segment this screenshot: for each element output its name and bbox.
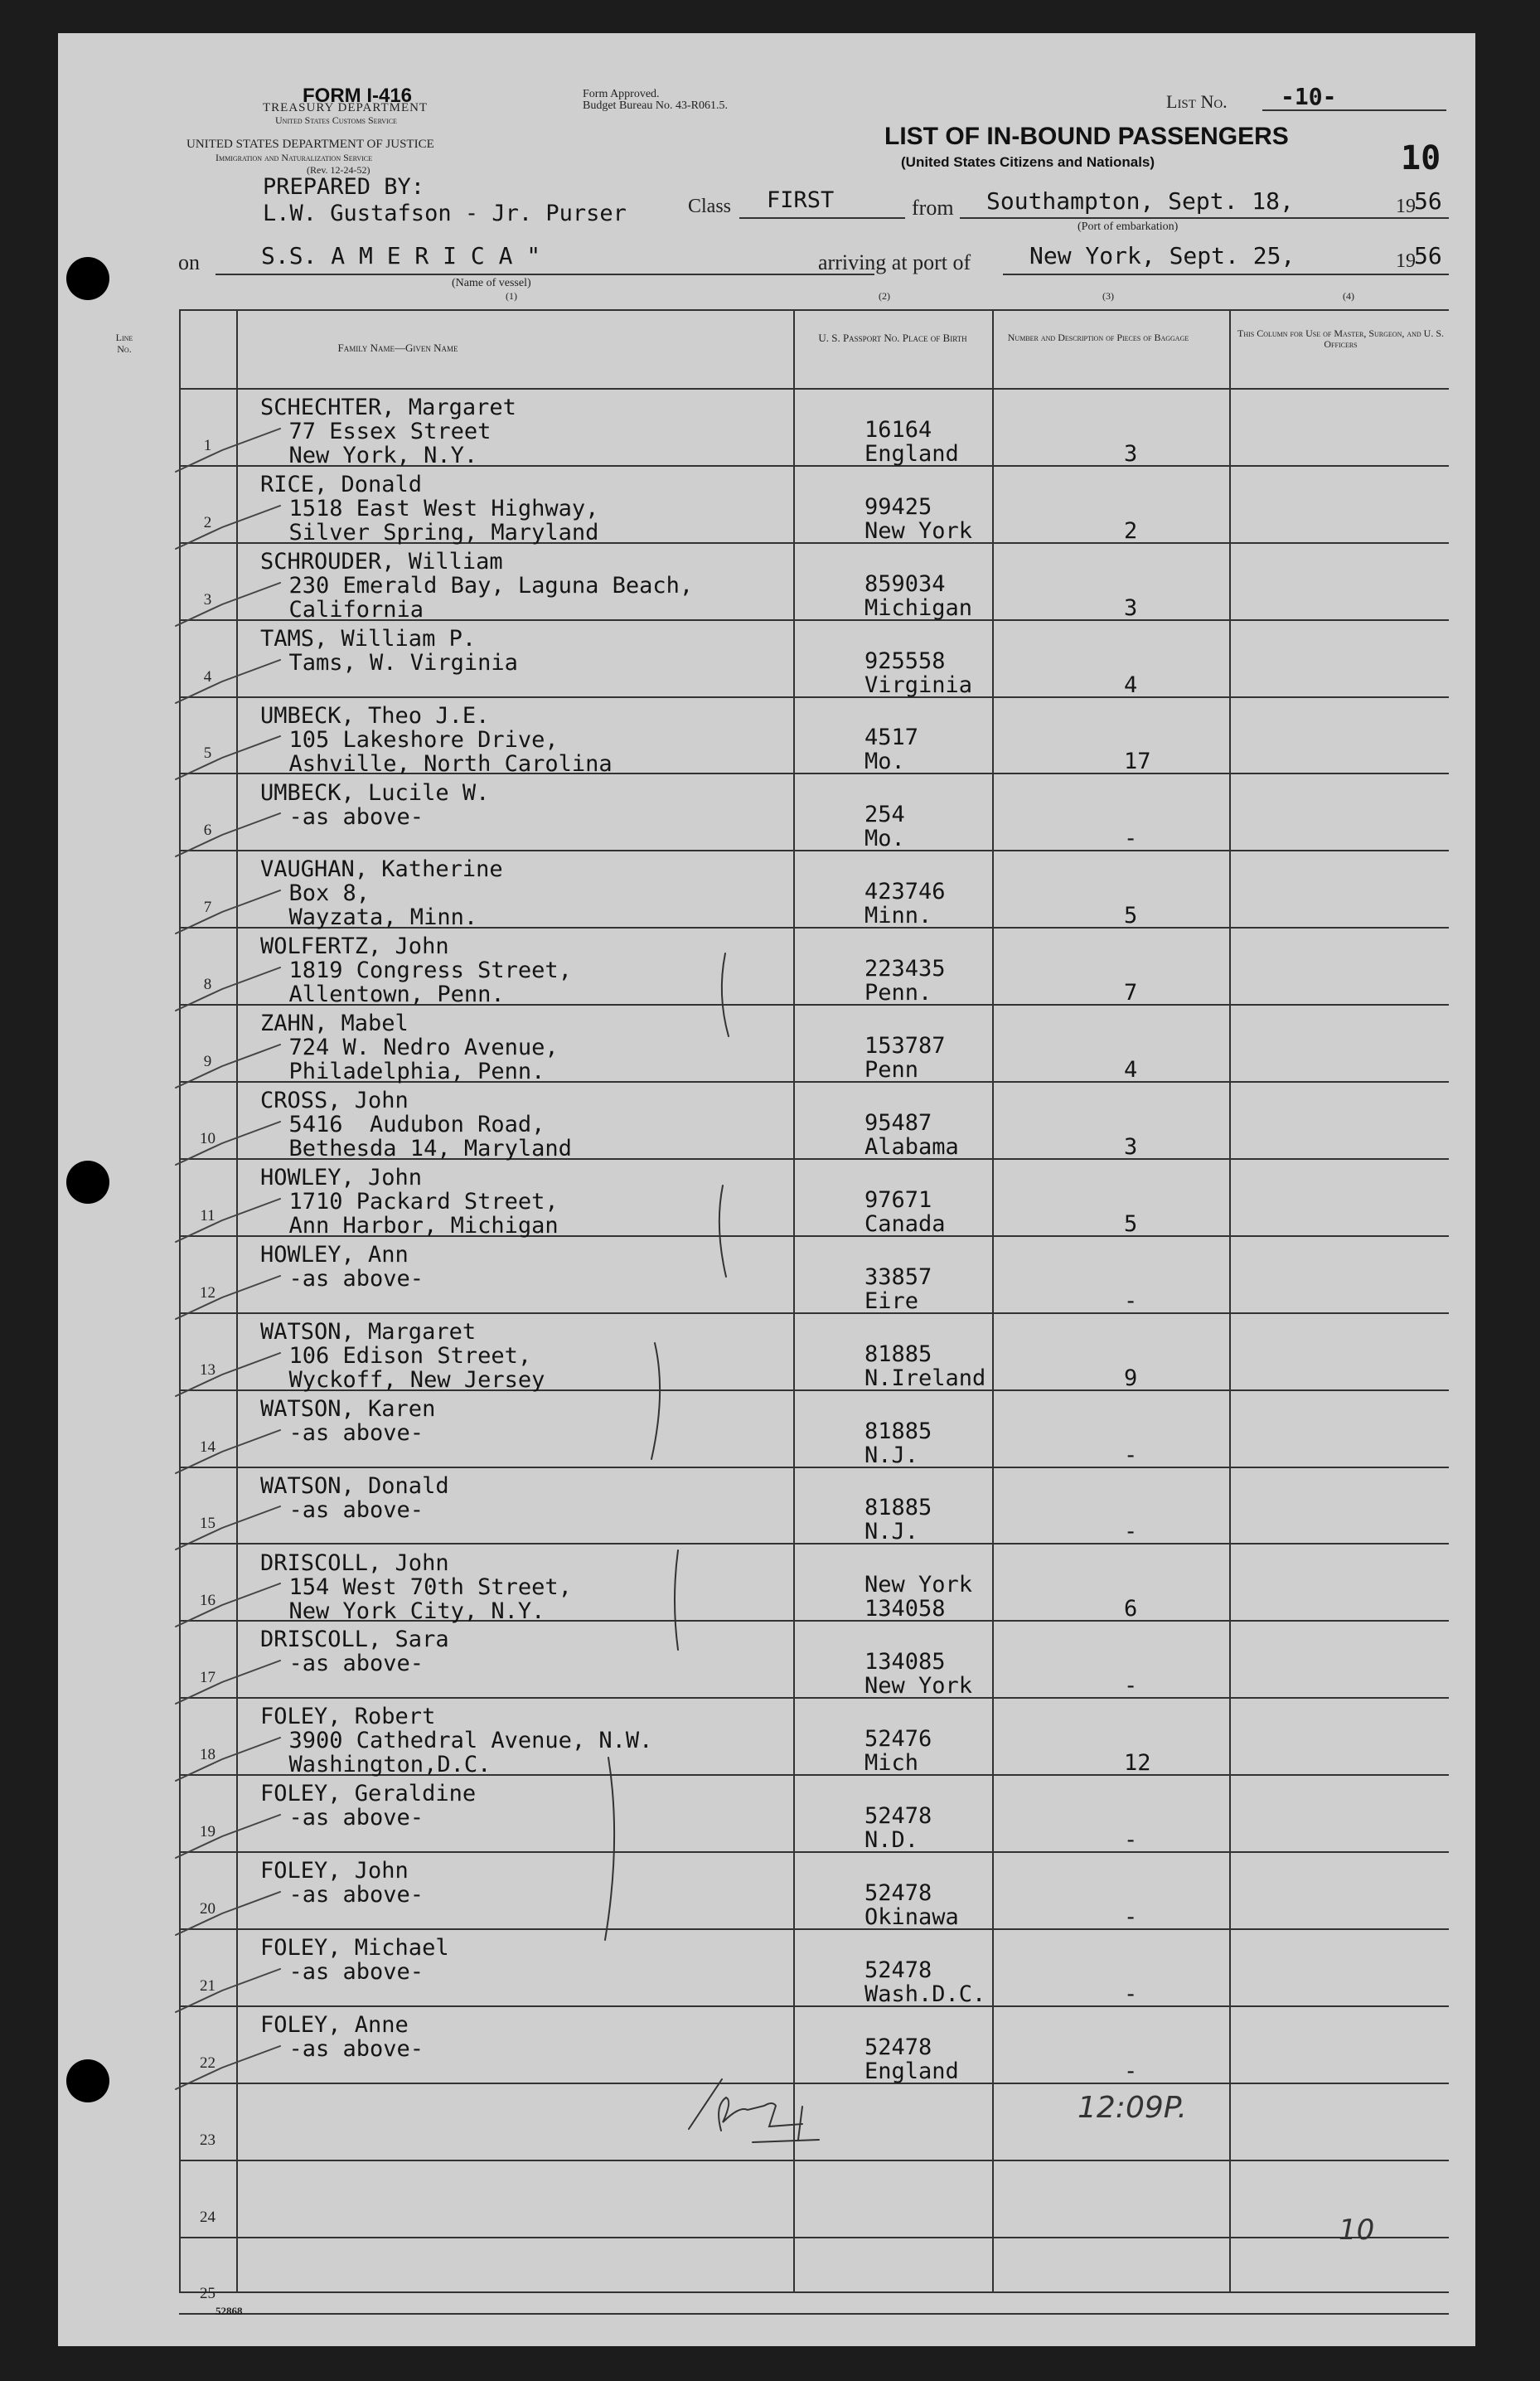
passenger-name-line: -as above- [262, 1265, 424, 1292]
passenger-name-line: WATSON, Karen [260, 1395, 436, 1422]
line-number: 4 [203, 667, 212, 686]
line-number: 19 [200, 1823, 216, 1841]
baggage-count: 3 [1124, 1133, 1138, 1160]
list-no-label: List No. [1166, 91, 1228, 112]
baggage-count: - [1124, 1827, 1138, 1854]
baggage-count: 2 [1124, 517, 1138, 544]
baggage-count: 3 [1124, 594, 1138, 621]
passenger-name-line: 1819 Congress Street, [262, 958, 572, 984]
line-number: 16 [200, 1592, 216, 1610]
passenger-list-page [58, 33, 1475, 2346]
place-of-birth: England [864, 440, 959, 467]
embarkation-note: (Port of embarkation) [1078, 221, 1179, 233]
prepared-by-value: L.W. Gustafson - Jr. Purser [263, 201, 627, 226]
line-number: 5 [203, 744, 212, 763]
line-number: 9 [203, 1053, 212, 1071]
baggage-count: 9 [1124, 1365, 1138, 1391]
passport-number: 52478 [864, 1957, 932, 1983]
arriving-label: arriving at port of [818, 250, 971, 274]
col-header-name: Family Name—Given Name [337, 342, 458, 354]
prepared-by-label: PREPARED BY: [263, 174, 425, 200]
passenger-name-line: RICE, Donald [260, 471, 423, 497]
treasury-dept: TREASURY DEPARTMENT [263, 101, 429, 114]
page-number: 10 [1401, 139, 1441, 177]
list-no-value: -10- [1281, 83, 1337, 110]
passport-number: 16164 [864, 416, 932, 443]
line-number: 2 [203, 513, 212, 531]
baggage-count: - [1124, 2058, 1138, 2084]
passenger-name-line: California [262, 596, 424, 623]
place-of-birth: Minn. [864, 903, 932, 929]
baggage-count: - [1124, 1981, 1138, 2007]
place-of-birth: England [864, 2058, 959, 2084]
passenger-name-line: FOLEY, John [260, 1858, 409, 1884]
bracket-mark-4 [675, 1550, 678, 1650]
binder-hole-bottom [66, 2059, 109, 2102]
passenger-name-line: -as above- [262, 1651, 424, 1677]
passport-number: 52478 [864, 1879, 932, 1906]
passenger-name-line: Ashville, North Carolina [262, 750, 613, 777]
from-year-value: 56 [1414, 187, 1442, 215]
col-num-4: (4) [1343, 290, 1354, 302]
passenger-name-line: New York, N.Y. [262, 443, 478, 468]
place-of-birth: Mich [864, 1750, 919, 1777]
page-mark-annotation: 10 [1339, 2214, 1375, 2247]
arriving-year-value: 56 [1414, 242, 1442, 269]
passenger-name-line: UMBECK, Lucile W. [260, 779, 490, 806]
place-of-birth: Virginia [864, 672, 973, 698]
passport-number: 99425 [864, 493, 932, 520]
passport-number: 223435 [864, 956, 946, 982]
passenger-name-line: DRISCOLL, Sara [260, 1627, 449, 1653]
passport-number: 254 [864, 802, 905, 828]
place-of-birth: 134058 [864, 1596, 946, 1622]
passenger-name-line: Philadelphia, Penn. [262, 1059, 545, 1085]
immigration-service: Immigration and Naturalization Service [216, 152, 373, 163]
line-number: 13 [200, 1360, 216, 1379]
line-number: 23 [200, 2131, 216, 2149]
place-of-birth: Mo. [864, 749, 905, 775]
place-of-birth: N.J. [864, 1442, 919, 1468]
passport-number: 81885 [864, 1341, 932, 1367]
print-number: 52868 [216, 2305, 243, 2317]
class-label: Class [688, 196, 732, 217]
place-of-birth: Alabama [864, 1133, 959, 1160]
bracket-mark-1 [722, 953, 729, 1036]
line-number: 7 [203, 899, 212, 917]
passport-number: 423746 [864, 879, 946, 905]
passenger-name-line: SCHROUDER, William [260, 548, 503, 575]
time-annotation: 12:09P. [1078, 2091, 1187, 2125]
passenger-name-line: Wayzata, Minn. [262, 904, 478, 931]
line-number: 12 [200, 1283, 216, 1302]
passenger-name-line: HOWLEY, Ann [260, 1241, 409, 1268]
passenger-name-line: Wyckoff, New Jersey [262, 1366, 545, 1393]
passenger-name-line: -as above- [262, 1882, 424, 1908]
line-number: 14 [200, 1438, 216, 1456]
baggage-count: - [1124, 1903, 1138, 1930]
col-num-3: (3) [1102, 290, 1114, 302]
baggage-count: - [1124, 1519, 1138, 1545]
passport-number: 134085 [864, 1649, 946, 1675]
col-num-2: (2) [879, 290, 890, 302]
col-num-1: (1) [506, 290, 517, 302]
place-of-birth: Penn. [864, 980, 932, 1006]
passenger-name-line: Washington,D.C. [262, 1752, 492, 1778]
passenger-name-line: VAUGHAN, Katherine [260, 856, 503, 883]
place-of-birth: N.D. [864, 1827, 919, 1854]
passenger-name-line: DRISCOLL, John [260, 1549, 449, 1576]
line-number: 20 [200, 1899, 216, 1918]
baggage-count: 7 [1124, 980, 1138, 1006]
revision-date: (Rev. 12-24-52) [307, 164, 370, 176]
line-number: 10 [200, 1129, 216, 1147]
line-number: 11 [200, 1206, 216, 1224]
passenger-name-line: 105 Lakeshore Drive, [262, 726, 559, 753]
list-subtitle: (United States Citizens and Nationals) [901, 154, 1155, 170]
place-of-birth: N.Ireland [864, 1365, 986, 1391]
line-number: 18 [200, 1746, 216, 1764]
line-number: 15 [200, 1515, 216, 1533]
passenger-name-line: -as above- [262, 803, 424, 830]
passenger-name-line: New York City, N.Y. [262, 1598, 545, 1624]
passenger-name-line: 230 Emerald Bay, Laguna Beach, [262, 572, 694, 599]
col-header-officer: This Column for Use of Master, Surgeon, and U. S. Officers [1237, 327, 1445, 350]
budget-bureau: Budget Bureau No. 43-R061.5. [583, 99, 728, 112]
baggage-count: 17 [1124, 749, 1151, 775]
baggage-count: 5 [1124, 1210, 1138, 1237]
baggage-count: - [1124, 1442, 1138, 1468]
passenger-name-line: 1518 East West Highway, [262, 495, 599, 521]
passenger-name-line: Allentown, Penn. [262, 982, 505, 1008]
place-of-birth: Okinawa [864, 1903, 959, 1930]
passenger-name-line: -as above- [262, 1959, 424, 1985]
passenger-name-line: -as above- [262, 1805, 424, 1831]
line-number: 22 [200, 2054, 216, 2072]
passenger-name-line: Tams, W. Virginia [262, 649, 518, 676]
passenger-name-line: WOLFERTZ, John [260, 933, 449, 960]
customs-service: United States Customs Service [275, 114, 397, 126]
line-number: 25 [200, 2285, 216, 2303]
passenger-name-line: SCHECHTER, Margaret [260, 395, 516, 420]
baggage-count: 3 [1124, 440, 1138, 467]
col-header-baggage: Number and Description of Pieces of Baggage [1007, 332, 1189, 343]
col-header-line: Line No. [115, 332, 133, 355]
line-number: 1 [203, 436, 212, 454]
officer-signature [719, 2097, 819, 2142]
baggage-count: - [1124, 1287, 1138, 1314]
passenger-name-line: 154 West 70th Street, [262, 1574, 572, 1600]
list-title: LIST OF IN-BOUND PASSENGERS [884, 123, 1289, 150]
line-number: 8 [203, 976, 212, 994]
place-of-birth: New York [864, 517, 973, 544]
passport-number: 859034 [864, 570, 946, 597]
arriving-value: New York, Sept. 25, [1029, 242, 1295, 269]
passport-number: 97671 [864, 1186, 932, 1213]
passenger-name-line: 5416 Audubon Road, [262, 1112, 545, 1138]
passport-number: 95487 [864, 1109, 932, 1136]
arriving-year-prefix: 19 [1396, 250, 1416, 272]
vessel-note: (Name of vessel) [452, 277, 531, 289]
passenger-name-line: HOWLEY, John [260, 1165, 423, 1190]
baggage-count: 4 [1124, 1057, 1138, 1084]
passenger-name-line: Silver Spring, Maryland [262, 519, 599, 546]
passenger-name-line: FOLEY, Robert [260, 1704, 436, 1730]
col-header-passport: U. S. Passport No. Place of Birth [818, 332, 967, 344]
passport-number: 925558 [864, 647, 946, 674]
handwriting-marks [58, 33, 1475, 2346]
passenger-name-line: Box 8, [262, 880, 370, 907]
justice-dept: UNITED STATES DEPARTMENT OF JUSTICE [186, 138, 434, 151]
line-number: 24 [200, 2208, 216, 2226]
baggage-count: 12 [1124, 1750, 1151, 1777]
passenger-name-line: TAMS, William P. [260, 625, 477, 652]
baggage-count: - [1124, 826, 1138, 852]
class-value: FIRST [767, 187, 835, 213]
passport-number: New York [864, 1572, 973, 1598]
binder-hole-top [66, 257, 109, 300]
baggage-count: 6 [1124, 1596, 1138, 1622]
passenger-name-line: 1710 Packard Street, [262, 1189, 559, 1215]
passenger-name-line: 3900 Cathedral Avenue, N.W. [262, 1728, 653, 1754]
passenger-name-line: FOLEY, Michael [260, 1935, 449, 1961]
place-of-birth: Michigan [864, 594, 973, 621]
place-of-birth: Eire [864, 1287, 919, 1314]
passport-number: 52478 [864, 1803, 932, 1830]
passport-number: 4517 [864, 725, 919, 751]
vessel-name: S.S. A M E R I C A " [261, 242, 541, 269]
form-approved: Form Approved. [583, 88, 660, 100]
bracket-mark-5 [605, 1758, 614, 1940]
line-number: 6 [203, 822, 212, 840]
passenger-name-line: ZAHN, Mabel [260, 1011, 409, 1037]
form-number: FORM I-416 [303, 85, 413, 107]
line-number: 17 [200, 1669, 216, 1687]
place-of-birth: N.J. [864, 1519, 919, 1545]
passenger-name-line: UMBECK, Theo J.E. [260, 702, 490, 729]
line-number: 21 [200, 1976, 216, 1995]
passenger-name-line: FOLEY, Anne [260, 2011, 409, 2038]
place-of-birth: Mo. [864, 826, 905, 852]
passenger-name-line: WATSON, Margaret [260, 1318, 477, 1345]
from-value: Southampton, Sept. 18, [986, 187, 1294, 215]
from-label: from [912, 196, 954, 220]
line-number: 3 [203, 590, 212, 609]
passenger-name-line: -as above- [262, 1496, 424, 1523]
from-year-prefix: 19 [1396, 196, 1416, 217]
passenger-name-line: CROSS, John [260, 1088, 409, 1114]
on-label: on [178, 250, 200, 274]
passenger-name-line: 77 Essex Street [262, 419, 492, 444]
passenger-name-line: WATSON, Donald [260, 1472, 449, 1499]
passenger-name-line: 724 W. Nedro Avenue, [262, 1035, 559, 1061]
binder-hole-middle [66, 1161, 109, 1204]
bracket-mark-3 [651, 1343, 660, 1459]
place-of-birth: Penn [864, 1057, 919, 1084]
place-of-birth: Canada [864, 1210, 946, 1237]
baggage-count: 4 [1124, 672, 1138, 698]
passport-number: 33857 [864, 1263, 932, 1290]
passport-number: 81885 [864, 1495, 932, 1521]
passport-number: 52476 [864, 1726, 932, 1753]
passport-number: 81885 [864, 1418, 932, 1444]
bracket-mark-2 [719, 1186, 726, 1277]
passenger-name-line: -as above- [262, 2035, 424, 2062]
passenger-name-line: -as above- [262, 1419, 424, 1446]
place-of-birth: New York [864, 1673, 973, 1700]
passport-number: 153787 [864, 1033, 946, 1060]
place-of-birth: Wash.D.C. [864, 1981, 986, 2007]
passenger-name-line: 106 Edison Street, [262, 1342, 532, 1369]
baggage-count: - [1124, 1673, 1138, 1700]
baggage-count: 5 [1124, 903, 1138, 929]
passport-number: 52478 [864, 2034, 932, 2060]
passenger-name-line: Bethesda 14, Maryland [262, 1136, 572, 1162]
passenger-name-line: FOLEY, Geraldine [260, 1781, 477, 1807]
passenger-name-line: Ann Harbor, Michigan [262, 1213, 559, 1239]
signature-stroke [689, 2079, 722, 2129]
